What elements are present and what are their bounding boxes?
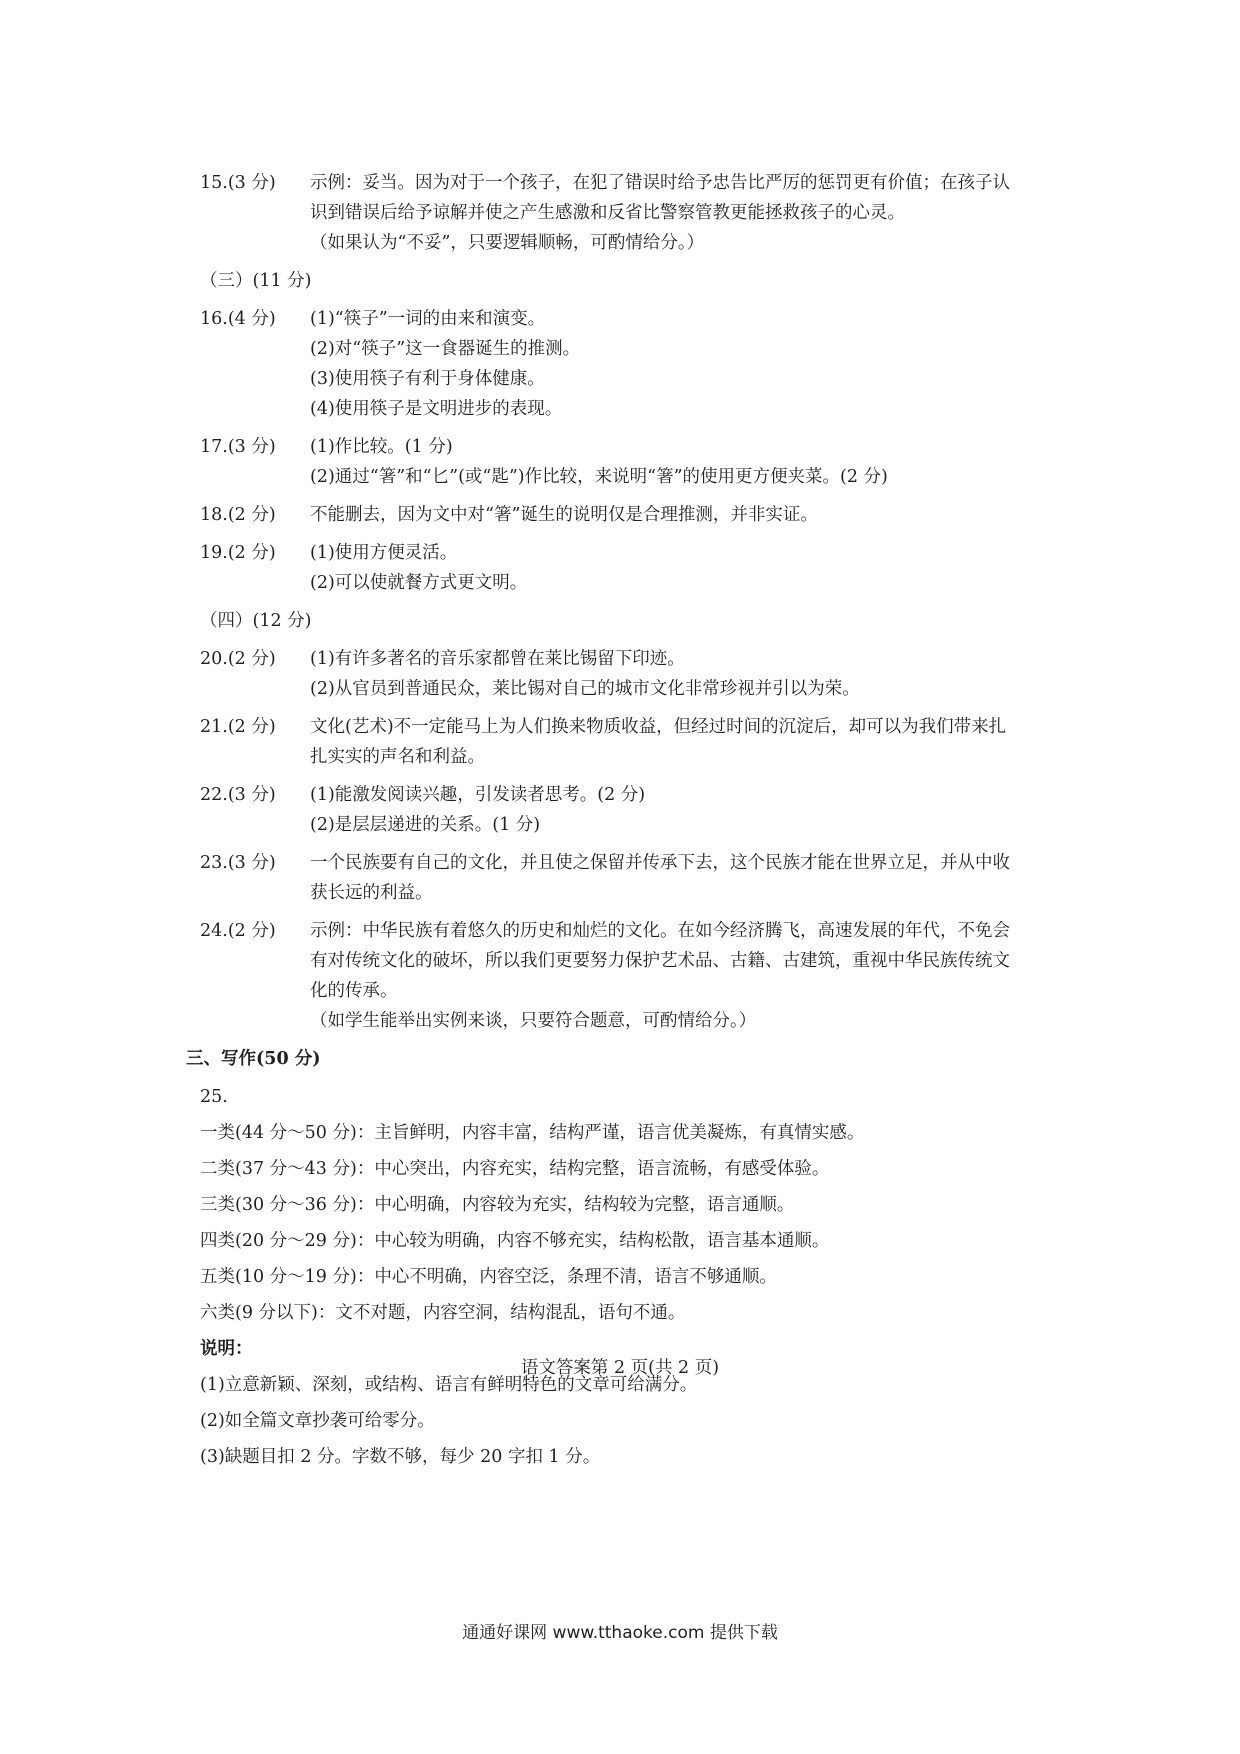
answer-line: (2)可以使就餐方式更文明。	[310, 573, 528, 593]
answer-body	[310, 432, 1020, 492]
answer-body	[310, 304, 1020, 424]
grade-line: 一类(44 分～50 分)：主旨鲜明，内容丰富，结构严谨，语言优美凝炼，有真情实感。	[200, 1123, 865, 1143]
answer-body	[310, 916, 1020, 1036]
answer-line: (2)是层层递进的关系。(1 分)	[310, 815, 541, 835]
answer-line: (1)使用方便灵活。	[310, 543, 458, 563]
grade-line: 三类(30 分～36 分)：中心明确，内容较为充实，结构较为完整，语言通顺。	[200, 1195, 795, 1215]
grade-line: 二类(37 分～43 分)：中心突出，内容充实，结构完整，语言流畅，有感受体验。	[200, 1159, 830, 1179]
section-heading: （四）(12 分)	[200, 611, 312, 631]
answer-note: （如学生能举出实例来谈，只要符合题意，可酌情给分。）	[310, 1011, 757, 1031]
part-heading: 三、写作(50 分)	[186, 1049, 321, 1069]
note-line: (2)如全篇文章抄袭可给零分。	[200, 1411, 435, 1431]
page-footer: 语文答案第 2 页(共 2 页)	[520, 1358, 720, 1378]
answer-line: 示例：妥当。因为对于一个孩子，在犯了错误时给予忠告比严厉的惩罚更有价值；在孩子认识到错误后给予谅解并使之产生感激和反省比警察管教更能拯救孩子的心灵。	[310, 173, 1010, 223]
answer-body	[310, 644, 1020, 704]
question-number: 18.(2 分)	[200, 505, 276, 525]
question-20	[200, 644, 1020, 704]
question-number: 23.(3 分)	[200, 853, 276, 873]
answer-line: (1)有许多著名的音乐家都曾在莱比锡留下印迹。	[310, 649, 685, 669]
notes-title: 说明：	[200, 1339, 253, 1359]
section-heading: （三）(11 分)	[200, 271, 312, 291]
answer-body	[310, 168, 1020, 258]
question-18	[200, 500, 1020, 530]
note-line: (1)立意新颖、深刻，或结构、语言有鲜明特色的文章可给满分。	[200, 1375, 698, 1395]
grade-line: 五类(10 分～19 分)：中心不明确，内容空泛，条理不清，语言不够通顺。	[200, 1267, 777, 1287]
grade-line: 四类(20 分～29 分)：中心较为明确，内容不够充实，结构松散，语言基本通顺。	[200, 1231, 830, 1251]
question-number: 22.(3 分)	[200, 785, 276, 805]
answer-line: (1)能激发阅读兴趣，引发读者思考。(2 分)	[310, 785, 646, 805]
answer-line: 一个民族要有自己的文化，并且使之保留并传承下去，这个民族才能在世界立足，并从中收获长远的利益。	[310, 853, 1010, 903]
answer-line: (4)使用筷子是文明进步的表现。	[310, 399, 563, 419]
answer-line: (3)使用筷子有利于身体健康。	[310, 369, 545, 389]
answer-line: 示例：中华民族有着悠久的历史和灿烂的文化。在如今经济腾飞，高速发展的年代，不免会有对传统文化的破坏，所以我们更要努力保护艺术品、古籍、古建筑，重视中华民族传统文化的传承。	[310, 921, 1010, 1001]
answer-body	[310, 538, 1020, 598]
question-number: 20.(2 分)	[200, 649, 276, 669]
answer-line: 文化(艺术)不一定能马上为人们换来物质收益，但经过时间的沉淀后，却可以为我们带来扎扎实实的声名和利益。	[310, 717, 1007, 767]
question-number: 15.(3 分)	[200, 173, 276, 193]
answer-line: (2)通过“箸”和“匕”(或“匙”)作比较，来说明“箸”的使用更方便夹菜。(2 分)	[310, 467, 888, 487]
question-24	[200, 916, 1020, 1036]
answer-body	[310, 848, 1020, 908]
answer-line: (2)对“筷子”这一食器诞生的推测。	[310, 339, 581, 359]
answer-line: (2)从官员到普通民众，莱比锡对自己的城市文化非常珍视并引以为荣。	[310, 679, 860, 699]
answer-line: (1)“筷子”一词的由来和演变。	[310, 309, 546, 329]
answer-content	[186, 168, 1020, 1478]
note-line: (3)缺题目扣 2 分。字数不够，每少 20 字扣 1 分。	[200, 1447, 601, 1467]
question-number: 24.(2 分)	[200, 921, 276, 941]
question-17	[200, 432, 1020, 492]
question-22	[200, 780, 1020, 840]
answer-body	[310, 712, 1020, 772]
answer-body	[310, 780, 1020, 840]
answer-line: 不能删去，因为文中对“箸”诞生的说明仅是合理推测，并非实证。	[310, 505, 818, 525]
question-25-number: 25.	[200, 1087, 228, 1107]
question-number: 21.(2 分)	[200, 717, 276, 737]
answer-line: (1)作比较。(1 分)	[310, 437, 453, 457]
question-16	[200, 304, 1020, 424]
question-number: 19.(2 分)	[200, 543, 276, 563]
answer-body	[310, 500, 1020, 530]
question-23	[200, 848, 1020, 908]
question-number: 17.(3 分)	[200, 437, 276, 457]
question-15	[200, 168, 1020, 258]
question-19	[200, 538, 1020, 598]
site-watermark: 通通好课网 www.tthaoke.com 提供下载	[462, 1623, 778, 1643]
answer-note: （如果认为“不妥”，只要逻辑顺畅，可酌情给分。）	[310, 233, 705, 253]
grade-line: 六类(9 分以下)：文不对题，内容空洞，结构混乱，语句不通。	[200, 1303, 686, 1323]
question-21	[200, 712, 1020, 772]
question-number: 16.(4 分)	[200, 309, 276, 329]
